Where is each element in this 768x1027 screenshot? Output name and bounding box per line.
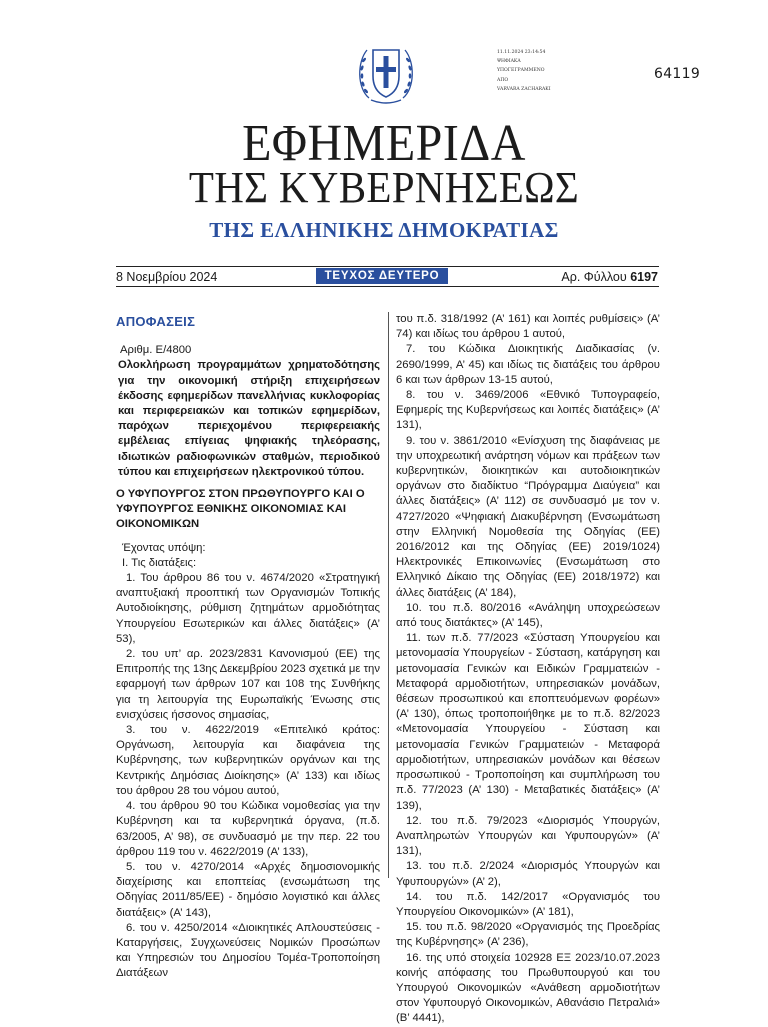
sheet-number-value: 6197: [630, 270, 658, 284]
legal-provision: 16. της υπό στοιχεία 102928 ΕΞ 2023/10.07.2023 κοινής απόφασης του Πρωθυπουργού και του Υπουργού Οικονομικών «Ανάθεση αρμοδιοτήτων στον Υφυπουργό Οικονομικών, Αθανάσιο Πετραλιά» (Β’ 4441),: [396, 951, 660, 1025]
sheet-number: [561, 270, 658, 284]
digital-signature-stamp: [497, 48, 617, 94]
legal-provision: 9. του ν. 3861/2010 «Ενίσχυση της διαφάνειας με την υποχρεωτική ανάρτηση νόμων και πράξεων των κυβερνητικών, διοικητικών και αυτοδιοικητικών οργάνων στο διαδίκτυο “Πρόγραμμα Διαύγεια” και άλλες διατάξεις» (Α’ 112) σε συνδυασμό με τον ν. 4727/2020 «Ψηφιακή Διακυβέρνηση (Ενσωμάτωση στην Ελληνική Νομοθεσία της Οδηγίας (ΕΕ) 2016/2012 και της Οδηγίας (ΕΕ) 2019/1024) Ηλεκτρονικές Επικοινωνίες (Ενσωμάτωση στο Ελληνικό Δίκαιο της Οδηγίας (ΕΕ) 2018/1972) και άλλες διατάξεις (Α’ 184),: [396, 434, 660, 599]
legal-provision: 15. του π.δ. 98/2020 «Οργανισμός της Προεδρίας της Κυβέρνησης» (Α’ 236),: [396, 921, 660, 949]
issue-series-badge: ΤΕΥΧΟΣ ΔΕΥΤΕΡΟ: [316, 268, 448, 284]
masthead-title: ΕΦΗΜΕΡΙΔΑ: [242, 114, 526, 173]
section-title: ΑΠΟΦΑΣΕΙΣ: [116, 314, 196, 329]
header-top-rule: [116, 266, 659, 267]
legal-provision: 3. του ν. 4622/2019 «Επιτελικό κράτος: Οργάνωση, λειτουργία και διαφάνεια της Κυβέρνησης, των κυβερνητικών οργάνων και της Κεντρικής Δημόσιας Διοίκησης» (Α’ 133) και ιδίως του άρθρου 28 του νόμου αυτού,: [116, 724, 380, 797]
legal-provision: 8. του ν. 3469/2006 «Εθνικό Τυπογραφείο, Εφημερίς της Κυβερνήσεως και λοιπές διατάξεις» (Α’ 131),: [396, 389, 660, 432]
legal-provision: 5. του ν. 4270/2014 «Αρχές δημοσιονομικής διαχείρισης και εποπτείας (ενσωμάτωση της Οδηγίας 2011/85/ΕΕ) - δημόσιο λογιστικό και άλλες διατάξεις» (Α’ 143),: [116, 860, 380, 919]
page-number: 64119: [654, 66, 701, 82]
legal-provision: 2. του υπ’ αρ. 2023/2831 Κανονισμού (ΕΕ) της Επιτροπής της 13ης Δεκεμβρίου 2023 σχετικά με την εφαρμογή των άρθρων 107 και 108 της Συνθήκης για τη λειτουργία της Ευρωπαϊκής Ένωσης στις ενισχύσεις ήσσονος σημασίας,: [116, 648, 380, 721]
sheet-label: Αρ. Φύλλου: [561, 270, 627, 284]
signature-line: ΨΗΦΙΑΚΑ: [497, 59, 521, 65]
republic-title: ΤΗΣ ΕΛΛΗΝΙΚΗΣ ΔΗΜΟΚΡΑΤΙΑΣ: [209, 218, 559, 242]
signature-line: VARVARA ZACHARAKI: [497, 86, 551, 92]
issuing-authority: Ο ΥΦΥΠΟΥΡΓΟΣ ΣΤΟΝ ΠΡΩΘΥΠΟΥΡΓΟ ΚΑΙ Ο ΥΦΥΠΟΥΡΓΟΣ ΕΘΝΙΚΗΣ ΟΙΚΟΝΟΜΙΑΣ ΚΑΙ ΟΙΚΟΝΟΜΙΚΩΝ: [116, 488, 365, 531]
decision-number: Αριθμ. Ε/4800: [120, 344, 192, 357]
greek-coat-of-arms-emblem: [355, 40, 417, 106]
legal-provision: 13. του π.δ. 2/2024 «Διορισμός Υπουργών και Υφυπουργών» (Α’ 2),: [396, 860, 660, 888]
header-bottom-rule: [116, 286, 659, 287]
legal-provision: 12. του π.δ. 79/2023 «Διορισμός Υπουργών, Αναπληρωτών Υπουργών και Υφυπουργών» (Α’ 131),: [396, 814, 660, 858]
masthead-subtitle: ΤΗΣ ΚΥΒΕΡΝΗΣΕΩΣ: [188, 162, 580, 212]
legal-provision: 4. του άρθρου 90 του Κώδικα νομοθεσίας για την Κυβέρνηση και τα κυβερνητικά όργανα, (π.δ. 63/2005, Α’ 98), σε συνδυασμό με την περ. 22 του άρθρου 119 του ν. 4622/2019 (Α’ 133),: [116, 800, 380, 858]
legal-provision-continuation: του π.δ. 318/1992 (Α’ 161) και λοιπές ρυθμίσεις» (Α’ 74) και ιδίως του άρθρου 1 αυτού,: [396, 313, 660, 341]
decision-title: Ολοκλήρωση προγραμμάτων χρηματοδότησης για την οικονομική στήριξη επιχειρήσεων έκδοσης εφημερίδων πανελλήνιας κυκλοφορίας και περιφερειακών και τοπικών εφημερίδων, παρόχων περιεχομένου περιφερειακής εμβέλειας επίγειας ψηφιακής τηλεόρασης, ιδιωτικών ραδιοφωνικών σταθμών, περιοδικού τύπου και επιχειρήσεων ηλεκτρονικού τύπου.: [118, 359, 380, 478]
column-divider: [388, 312, 389, 878]
signature-line: 11.11.2024 23:14:54: [497, 50, 546, 55]
having-regard: Έχοντας υπόψη:: [122, 541, 206, 554]
issue-date: 8 Νοεμβρίου 2024: [116, 270, 218, 284]
left-column: [116, 312, 380, 982]
legal-provision: 1. Του άρθρου 86 του ν. 4674/2020 «Στρατηγική αναπτυξιακή προοπτική των Οργανισμών Τοπικής Αυτοδιοίκησης, ρύθμιση ζητημάτων αρμοδιότητας Υπουργείου Εσωτερικών και άλλες διατάξεις» (Α’ 53),: [116, 572, 380, 645]
legal-provision: 10. του π.δ. 80/2016 «Ανάληψη υποχρεώσεων από τους διατάκτες» (Α’ 145),: [396, 601, 660, 630]
signature-line: ΥΠΟΓΕΓΡΑΜΜΕΝΟ: [497, 68, 545, 74]
provisions-heading: Ι. Τις διατάξεις:: [122, 556, 197, 569]
legal-provision: 7. του Κώδικα Διοικητικής Διαδικασίας (ν. 2690/1999, Α’ 45) και ιδίως τις διατάξεις του άρθρου 6 και των άρθρων 13-15 αυτού,: [396, 343, 660, 386]
signature-line: ΑΠΟ: [497, 77, 509, 83]
right-column: [396, 312, 660, 1027]
legal-provision: 11. των π.δ. 77/2023 «Σύσταση Υπουργείου και μετονομασία Υπουργείων - Σύσταση, κατάργηση και μετονομασία Γενικών και Ειδικών Γραμματειών - Μεταφορά αρμοδιοτήτων, υπηρεσιακών μονάδων, θέσεων προσωπικού και εποπτευόμενων φορέων» (Α’ 130), όπως τροποποιήθηκε με το π.δ. 82/2023 «Μετονομασία Υπουργείου - Σύσταση και μετονομασία Γενικών Γραμματειών - Μεταφορά αρμοδιοτήτων, υπηρεσιακών μονάδων και θέσεων προσωπικού - Τροποποίηση και συμπλήρωση του π.δ. 77/2023 (Α’ 130) - Μεταβατικές διατάξεις» (Α’ 139),: [396, 632, 660, 812]
legal-provision: 6. του ν. 4250/2014 «Διοικητικές Απλουστεύσεις - Καταργήσεις, Συγχωνεύσεις Νομικών Προσώπων και Υπηρεσιών του Δημοσίου Τομέα-Τροποποίηση Διατάξεων: [116, 921, 380, 980]
legal-provision: 14. του π.δ. 142/2017 «Οργανισμός του Υπουργείου Οικονομικών» (Α’ 181),: [396, 890, 660, 918]
